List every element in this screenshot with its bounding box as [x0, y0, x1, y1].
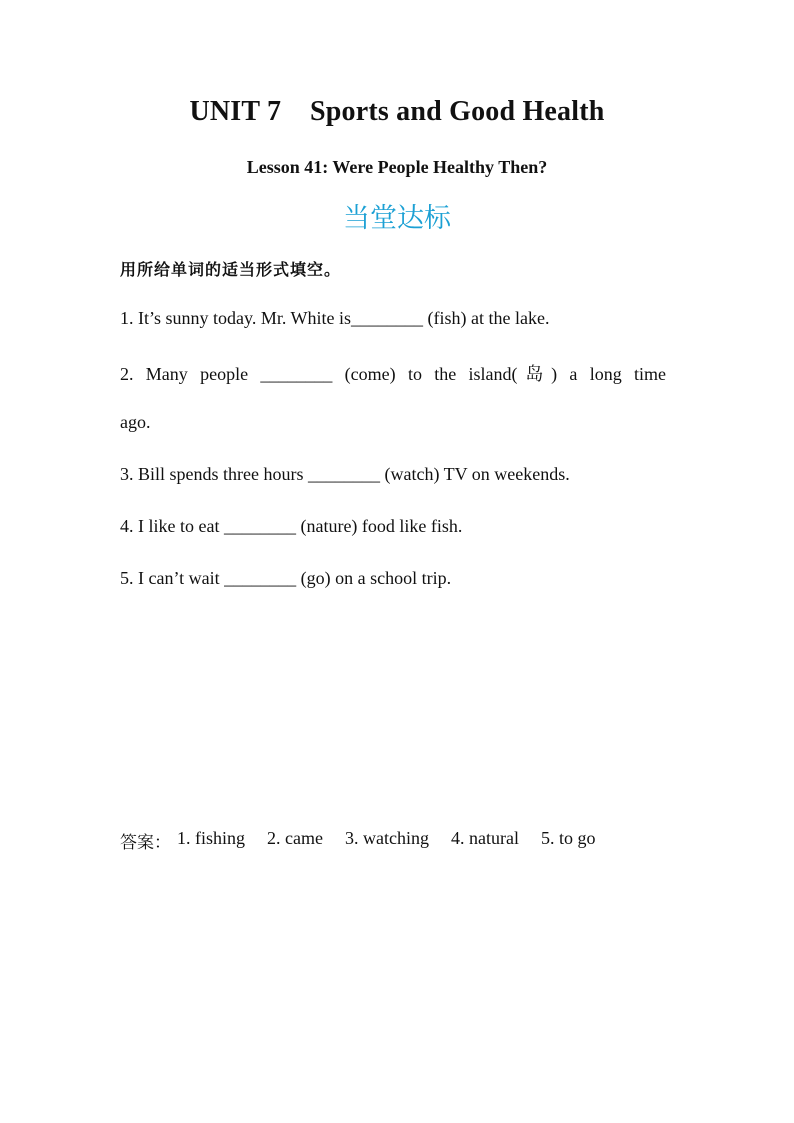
answer-key	[120, 828, 617, 853]
unit-title: UNIT 7 Sports and Good Health	[189, 96, 605, 127]
answer-label: 答案：	[120, 833, 171, 853]
question-5: 5. I can’t wait ________ (go) on a school trip.	[120, 568, 452, 588]
question-2-continuation: ago.	[120, 412, 151, 432]
question-2: 2. Many people ________ (come) to the island(岛) a long time	[120, 364, 666, 384]
question-1: 1. It’s sunny today. Mr. White is________ (fish) at the lake.	[120, 308, 550, 328]
question-4: 4. I like to eat ________ (nature) food like fish.	[120, 516, 463, 536]
section-title: 当堂达标	[343, 203, 451, 234]
lesson-title: Lesson 41: Were People Healthy Then?	[246, 157, 548, 177]
answer-item: 1. fishing	[177, 828, 246, 848]
answer-item: 3. watching	[344, 828, 429, 848]
answer-item: 5. to go	[540, 828, 596, 848]
answer-item: 4. natural	[450, 828, 519, 848]
exercise-instruction: 用所给单词的适当形式填空。	[120, 260, 342, 279]
question-3: 3. Bill spends three hours ________ (watch) TV on weekends.	[120, 464, 570, 484]
answer-item: 2. came	[267, 828, 323, 848]
